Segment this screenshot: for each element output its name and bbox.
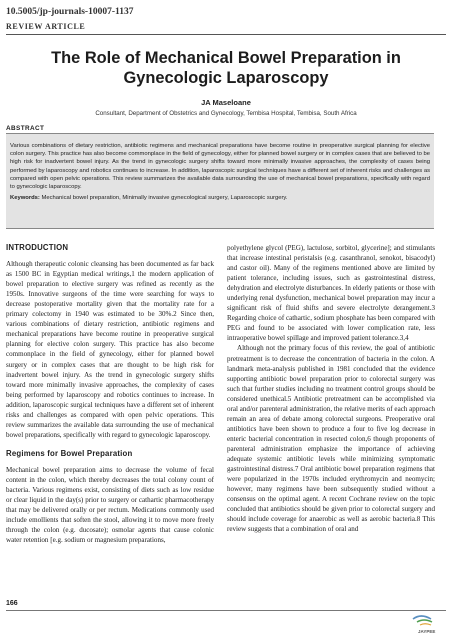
left-column (6, 243, 214, 545)
publisher-logo-text: JAYPEE (418, 629, 436, 634)
page-number: 166 (6, 600, 18, 607)
keywords (10, 194, 430, 202)
keywords-label: Keywords: (10, 195, 40, 202)
header-rule (6, 34, 446, 35)
title-line-2: Gynecologic Laparoscopy (123, 68, 329, 87)
author-name: JA Maseloane (201, 98, 251, 107)
right-paragraph-1: polyethylene glycol (PEG), lactulose, sorbitol, glycerine]; and stimulants that increase intestinal peristalsis (e.g. casanthranol, senokot, bisacodyl) and castor oil). Many of the regimens mentioned above are limited by patient tolerance, including issues, such as gastrointestinal distress, dehydration and electrolyte disturbances. In elderly patients or those with underlying renal dysfunction, mechanical bowel preparation may incur a significant risk of fluid shifts and severe electrolyte derangement.3 Regarding choice of cathartic, sodium phosphate has been compared with PEG and found to be associated with lower complication rate, less intraoperative bowel spillage and improved patient tolerance.3,4 (227, 244, 435, 343)
regimens-heading: Regimens for Bowel Preparation (6, 448, 133, 458)
keywords-text: Mechanical bowel preparation, Minimally invasive gynecological surgery, Laparoscopic surgery. (41, 195, 288, 202)
regimens-paragraph: Mechanical bowel preparation aims to decrease the volume of fecal content in the colon, which thereby decreases the total colony count of bacteria. Various regimens exist, consisting of diets such as low residue or clear liquid in the day(s) prior to surgery or cathartic pharmacotherapy that may be delivered orally or per rectum. Medications commonly used include emollients that soften the stool, allowing it to move more freely through the colon (e.g. ducosate); osmolar agents that cause colonic water retention [e.g. sodium or magnesium preparations, (6, 465, 214, 545)
right-column (227, 243, 435, 534)
footer-rule (6, 610, 446, 611)
author-affiliation: Consultant, Department of Obstetrics and Gynecology, Tembisa Hospital, Tembisa, South Africa (95, 110, 357, 117)
right-paragraph-2: Although not the primary focus of this review, the goal of antibiotic pretreatment is to decrease the concentration of bacteria in the colon. A landmark meta-analysis published in 1981 concluded that the evidence supporting antibiotic bowel preparation prior to colorectal surgery was such that further studies including no treatment control groups should be considered unethical.5 Antibiotic pretreatment can be accomplished via oral and/or parenteral administration, the relative merits of each approach remain an area of debate among colorectal surgeons. Preoperative oral antibiotics have been shown to produce a four to five log decrease in enteric bacterial concentration in resected colon,6 though proponents of parenteral administration emphasize the importance of achieving adequate systemic antibiotic levels while minimizing symptomatic gastrointestinal distress.7 Oral antibiotic bowel preparation regimens that were popularized in the 1970s included erythromycin and neomycin; however, many regimens have been subsequently studied without a consensus on the optimal agent. A recent Cochrane review on the topic concluded that antibiotics should be given prior to colorectal surgery and should include coverage for anaerobic as well as aerobic bacteria.8 This review suggests that a combination of oral and (227, 344, 435, 534)
abstract-text: Various combinations of dietary restriction, antibiotic regimens and mechanical preparations have become routine in preoperative surgical planning for elective colon surgery. This practice has also become commonplace in the field of gynecology, either for planned bowel surgery or in complex cases that are believed to be high risk for inadvertent bowel injury. As the trend in gynecologic surgery shifts toward more minimally invasive approaches, the complexity of cases being performed by laparoscopy and robotics continues to increase. In addition, laparoscopic surgical techniques have a different set of inherent risks and challenges as compared with open pelvic operations. This review summarizes the available data surrounding the use of mechanical bowel preparations, specifically with regard to gynecologic laparoscopy. (10, 143, 430, 191)
title-line-1: The Role of Mechanical Bowel Preparation in (51, 49, 401, 67)
article-title (20, 49, 432, 88)
article-type-label: REVIEW ARTICLE (6, 22, 86, 31)
doi-label: 10.5005/jp-journals-10007-1137 (6, 7, 134, 17)
abstract-box (6, 133, 434, 229)
introduction-heading: INTRODUCTION (6, 243, 69, 252)
introduction-paragraph: Although therapeutic colonic cleansing has been documented as far back as 1500 BC in Egyptian medical writings,1 the modern application of bowel preparation to elective surgery was refined as recently as the 1950s. Innovative surgeons of the time were searching for ways to decrease postoperative mortality given that the mortality rate for a primary colectomy in 1940 was estimated to be 30%.2 Since then, various combinations of dietary restriction, antibiotic regimens and mechanical preparations have become routine in preoperative surgical planning for elective colon surgery. This practice has also become commonplace in the field of gynecology, either for planned bowel surgery or in complex cases that are thought to be high risk for inadvertent bowel injury. As the trend in gynecologic surgery shifts toward more minimally invasive approaches, the complexity of cases being performed by laparoscopy and robotics continues to increase. In addition, laparoscopic surgical techniques have a different set of inherent risks and challenges as compared with open pelvic operations. This review summarizes the available data surrounding the use of mechanical bowel preparations, specifically with regard to gynecologic laparoscopy. (6, 260, 214, 439)
abstract-heading: ABSTRACT (6, 125, 45, 132)
